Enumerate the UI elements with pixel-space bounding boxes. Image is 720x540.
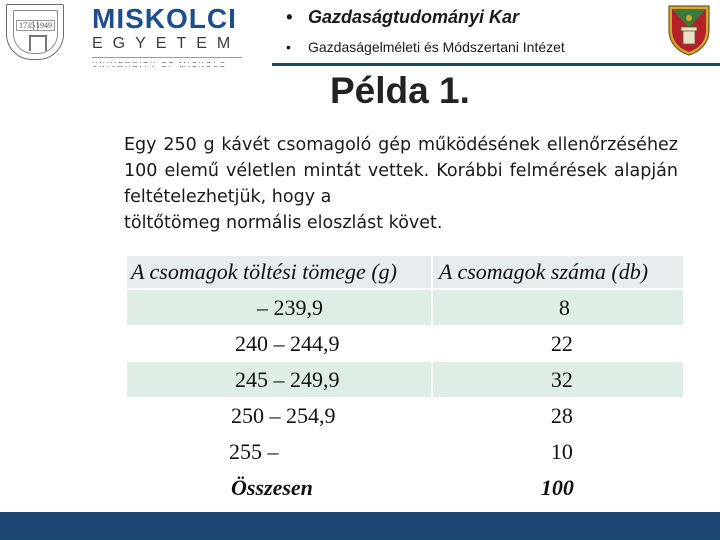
header-accent-bar — [272, 63, 720, 66]
university-logo — [92, 5, 252, 69]
column-header-weight: A csomagok töltési tömege (g) — [131, 259, 397, 284]
total-label: Összesen — [231, 475, 313, 500]
table-header-row — [127, 256, 683, 288]
count-cell: 10 — [550, 439, 573, 464]
count-cell: 32 — [550, 367, 573, 392]
institute-line — [286, 38, 565, 56]
problem-text-line1: Egy 250 g kávét csomagoló gép működésének ellenőrzéséhez 100 elemű véletlen mintát vettek. Korábbi felmérések alapján feltételezhetjük, hogy a — [124, 135, 678, 207]
logo-sub-text: EGYETEM — [92, 35, 241, 52]
seal-year-right: 1949 — [33, 20, 55, 31]
weight-range-cell: 250 – 254,9 — [231, 403, 336, 428]
table-row — [127, 326, 683, 361]
header-bullets — [286, 6, 565, 56]
coat-of-arms-icon — [667, 4, 711, 56]
bullet-symbol: • — [286, 7, 293, 27]
table-row — [127, 362, 683, 397]
faculty-name: Gazdaságtudományi Kar — [308, 7, 520, 27]
total-count: 100 — [540, 475, 574, 500]
bullet-symbol: • — [286, 39, 291, 55]
table-row — [127, 290, 683, 325]
table-total-row — [127, 470, 683, 505]
problem-text-line2: töltőtömeg normális eloszlást követ. — [124, 213, 443, 233]
institute-name: Gazdaságelméleti és Módszertani Intézet — [308, 39, 565, 55]
header — [0, 0, 720, 66]
university-seal-icon — [6, 4, 64, 60]
weight-range-cell: – 239,9 — [257, 295, 323, 320]
page-title: Példa 1. — [330, 70, 470, 111]
logo-main-text: MISKOLCI — [92, 3, 237, 34]
column-header-count: A csomagok száma (db) — [438, 259, 649, 284]
weight-range-cell: 245 – 249,9 — [235, 367, 340, 392]
count-cell: 28 — [550, 403, 573, 428]
weight-range-cell: 240 – 244,9 — [235, 331, 340, 356]
seal-year-left: 1735 — [16, 20, 38, 31]
faculty-line — [286, 6, 565, 28]
footer-bar — [0, 512, 720, 540]
frequency-table — [127, 256, 683, 506]
count-cell: 8 — [558, 295, 570, 320]
problem-statement — [124, 132, 678, 236]
count-cell: 22 — [550, 331, 573, 356]
table-row — [127, 398, 683, 433]
weight-range-cell: 255 – — [229, 439, 279, 464]
table-row — [127, 434, 683, 469]
